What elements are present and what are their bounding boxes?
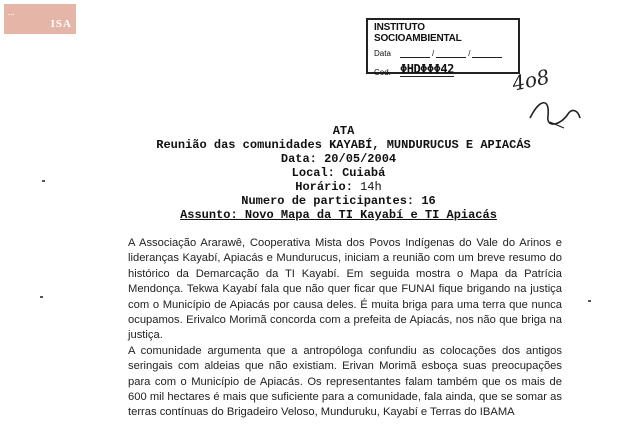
- logo-text-isa: ISA: [50, 18, 72, 30]
- handwritten-page-number: 4o8: [509, 64, 552, 96]
- meeting-title: Reunião das comunidades KAYABÍ, MUNDURUCUS E APIACÁS: [156, 138, 531, 152]
- ata-title: ATA: [332, 124, 355, 138]
- logo-text-line1: ...: [8, 7, 15, 17]
- scan-speck: [40, 296, 43, 298]
- horario-label: Horário:: [295, 180, 353, 194]
- isa-logo: [4, 4, 76, 34]
- local-label: Local:: [291, 166, 335, 180]
- meeting-time: [50, 180, 627, 194]
- participants-value: 16: [421, 194, 436, 208]
- meeting-subject: Assunto: Novo Mapa da TI Kayabí e TI Apiacás: [180, 208, 497, 222]
- archive-stamp: [366, 18, 520, 77]
- scan-speck: [42, 180, 45, 182]
- date-label: Data:: [280, 152, 317, 166]
- stamp-date-label: Data: [374, 49, 391, 58]
- participants-label: Numero de participantes:: [241, 194, 415, 208]
- stamp-organization: INSTITUTO SOCIOAMBIENTAL: [374, 22, 462, 44]
- minutes-heading: [0, 124, 627, 222]
- stamp-code-row: [374, 62, 512, 77]
- body-paragraph-1: A Associação Ararawê, Cooperativa Mista dos Povos Indígenas do Vale do Arinos e lideranças Kayabí, Apiacás e Mundurucus, iniciam a reunião com um breve resumo do histórico da Demarcação da TI Kayabí. Em seguida mostra o Mapa da Patrícia Mendonça. Tekwa Kayabí fala que não quer ficar que FUNAI fique brigando na justiça com o Município de Apiacás por causa deles. É muita briga para uma terra que nunca ocupamos. Erivalco Morimã concorda com a prefeita de Apiacás, nos não que briga na justiça.: [128, 237, 562, 342]
- minutes-body: [128, 236, 562, 421]
- stamp-code-label: Cod.: [374, 68, 391, 77]
- stamp-date-day: [400, 48, 430, 58]
- date-value: 20/05/2004: [324, 152, 397, 166]
- horario-value: 14h: [360, 180, 382, 194]
- scan-speck: [588, 300, 591, 302]
- stamp-date-month: [436, 48, 466, 58]
- local-value: Cuiabá: [342, 166, 386, 180]
- body-paragraph-2: A comunidade argumenta que a antropóloga confundiu as colocações dos antigos seringais com aldeias que não existiam. Erivan Morimã esboça suas preocupações para com o Município de Apiacás. Os representantes falam também que os mais de 600 mil hectares é mais que suficiente para a comunidade, fala ainda, que se somar as terras contínuas do Brigadeiro Veloso, Munduruku, Kayabí e Terras do IBAMA: [128, 344, 562, 419]
- stamp-date-year: [472, 48, 502, 58]
- participants-count: [50, 194, 627, 208]
- meeting-date: [50, 152, 627, 166]
- stamp-code-value: ΦHDΦΦΦ42: [400, 62, 454, 76]
- meeting-location: [50, 166, 627, 180]
- stamp-date-row: Data / /: [374, 48, 512, 58]
